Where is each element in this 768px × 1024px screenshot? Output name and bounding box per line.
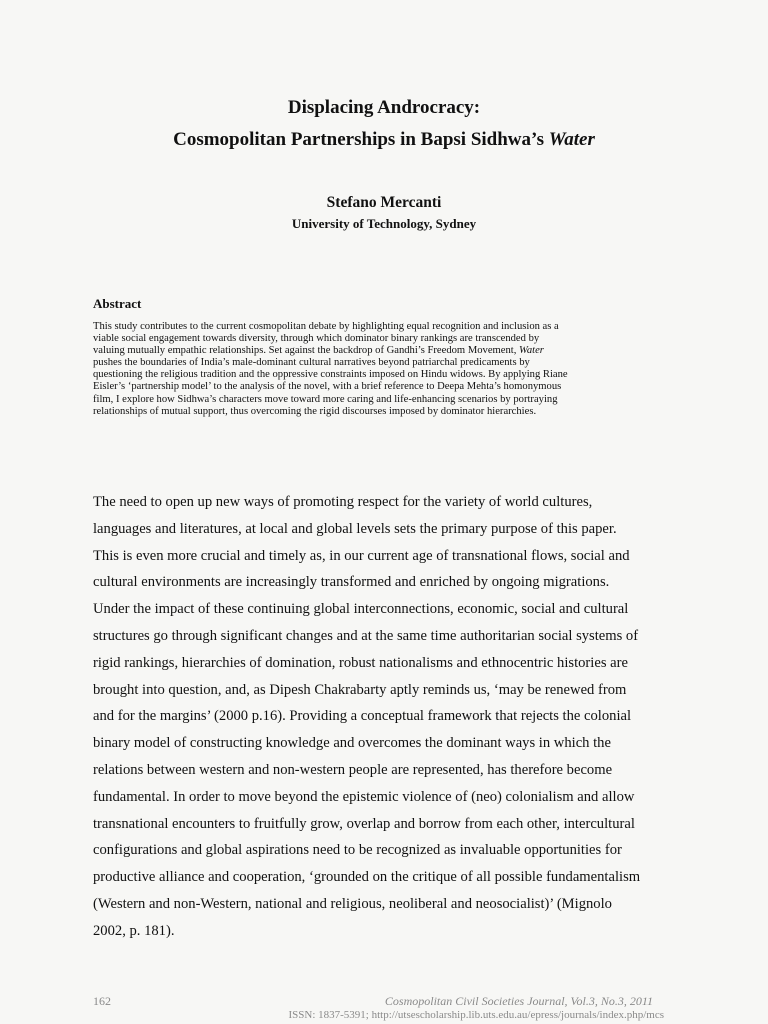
body-line: languages and literatures, at local and global levels sets the primary purpose of this paper. xyxy=(93,520,617,537)
title-italic-word: Water xyxy=(548,129,595,150)
body-line: rigid rankings, hierarchies of domination, robust nationalisms and ethnocentric histories are xyxy=(93,654,628,671)
body-line: transnational encounters to fruitfully grow, overlap and borrow from each other, intercultural xyxy=(93,815,635,832)
abstract-line-text: valuing mutually empathic relationships. Set against the backdrop of Gandhi’s Freedom Movement, xyxy=(93,345,520,357)
title-line-2 xyxy=(0,124,768,156)
abstract-line xyxy=(93,345,679,357)
body-line: productive alliance and cooperation, ‘grounded on the critique of all possible fundamentalism xyxy=(93,869,641,886)
body-line: and for the margins’ (2000 p.16). Providing a conceptual framework that rejects the colonial xyxy=(93,708,632,725)
body-line: (Western and non-Western, national and religious, neoliberal and neosocialist)’ (Mignolo xyxy=(93,895,612,912)
abstract-line: viable social engagement towards diversity, through which dominator binary rankings are transcended by xyxy=(93,333,540,345)
author-affiliation: University of Technology, Sydney xyxy=(291,216,477,231)
body-line: 2002, p. 181). xyxy=(93,922,175,939)
title-line-2-text: Cosmopolitan Partnerships in Bapsi Sidhwa’s xyxy=(173,129,549,150)
abstract-line: Eisler’s ‘partnership model’ to the analysis of the novel, with a brief reference to Deepa Mehta’s homonymous xyxy=(93,381,562,393)
abstract-line: film, I explore how Sidhwa’s characters move toward more caring and life-enhancing scenarios by portraying xyxy=(93,393,558,405)
issn-line: ISSN: 1837-5391; http://utsescholarship.lib.uts.edu.au/epress/journals/index.php/mcs xyxy=(288,1009,664,1021)
abstract-line: relationships of mutual support, thus overcoming the rigid discourses imposed by dominator hierarchies. xyxy=(93,405,537,417)
body-line: configurations and global aspirations need to be recognized as invaluable opportunities for xyxy=(93,842,622,859)
body-line: This is even more crucial and timely as, in our current age of transnational flows, social and xyxy=(93,547,630,564)
paper-title xyxy=(0,92,768,156)
body-line: binary model of constructing knowledge and overcomes the dominant ways in which the xyxy=(93,735,611,752)
body-line: brought into question, and, as Dipesh Chakrabarty aptly reminds us, ‘may be renewed from xyxy=(93,681,627,698)
body-line: fundamental. In order to move beyond the epistemic violence of (neo) colonialism and allow xyxy=(93,788,635,805)
body-paragraph xyxy=(93,489,679,945)
title-line-1: Displacing Androcracy: xyxy=(287,97,481,118)
abstract-line: This study contributes to the current cosmopolitan debate by highlighting equal recognition and inclusion as a xyxy=(93,321,559,332)
abstract-italic-word: Water xyxy=(519,345,544,357)
abstract-text xyxy=(93,321,679,418)
body-line: structures go through significant changes and at the same time authoritarian social systems of xyxy=(93,627,639,644)
body-line: relations between western and non-western people are represented, has therefore become xyxy=(93,761,613,778)
abstract-line: pushes the boundaries of India’s male-dominant cultural narratives beyond patriarchal predicaments by xyxy=(93,357,530,369)
author-name: Stefano Mercanti xyxy=(326,194,442,211)
abstract-line: questioning the religious tradition and the oppressive constraints imposed on Hindu widows. By applying Riane xyxy=(93,369,568,381)
page-number: 162 xyxy=(93,994,111,1008)
body-line: Under the impact of these continuing global interconnections, economic, social and cultural xyxy=(93,601,629,618)
abstract-heading: Abstract xyxy=(93,296,142,311)
body-line: The need to open up new ways of promoting respect for the variety of world cultures, xyxy=(93,494,593,510)
journal-citation: Cosmopolitan Civil Societies Journal, Vol.3, No.3, 2011 xyxy=(384,994,653,1008)
body-line: cultural environments are increasingly transformed and enriched by ongoing migrations. xyxy=(93,574,610,591)
